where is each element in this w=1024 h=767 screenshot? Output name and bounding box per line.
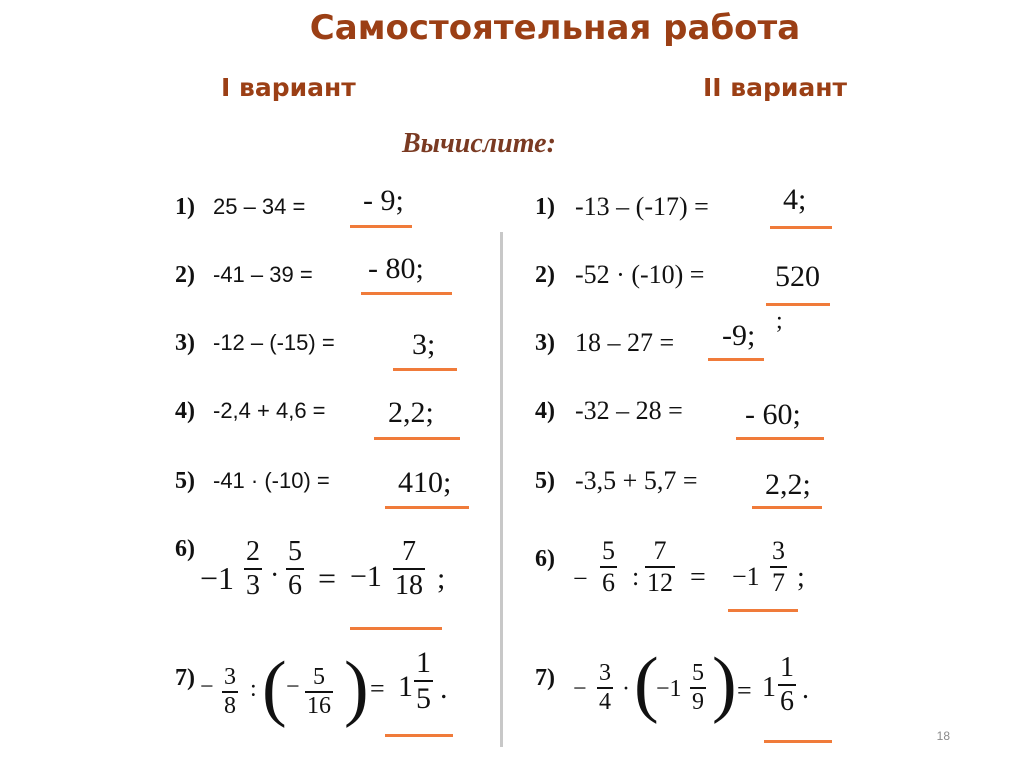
v2-item-6-sign: −: [573, 564, 588, 593]
v1-item-3-expression: -12 – (-15) =: [213, 330, 335, 355]
v1-item-2-number: 2): [175, 262, 195, 288]
v1-item-6-f1-denominator: 3: [246, 570, 260, 601]
v2-item-6-f1-numerator: 5: [600, 536, 617, 568]
v1-item-6-semicolon: ;: [437, 562, 446, 595]
v1-item-7-right-paren: ): [344, 647, 369, 729]
v2-item-3-answer: -9;: [722, 319, 756, 352]
v1-item-6-answer-denominator: 18: [395, 570, 423, 601]
v1-item-7-fraction-2: [305, 664, 333, 720]
v1-item-6-dot: ·: [270, 560, 280, 591]
v1-item-6-answer-fraction: [393, 536, 425, 602]
v1-item-6-mixed-sign: −1: [200, 560, 235, 596]
v2-item-7-fraction-1: [597, 660, 613, 716]
v2-item-6-semicolon: ;: [797, 562, 805, 593]
v1-item-6-underline: [350, 627, 442, 630]
v2-item-1-number: 1): [535, 194, 555, 220]
v1-item-1-underline: [350, 225, 412, 228]
page-number: 18: [936, 729, 950, 743]
v2-item-7-underline: [764, 740, 832, 743]
v2-item-3-expression: 18 – 27 =: [575, 328, 675, 357]
v2-item-2-underline: [766, 303, 830, 306]
v1-item-3-underline: [393, 368, 457, 371]
v2-item-7-number: 7): [535, 665, 555, 691]
v2-item-1-expression: -13 – (-17) =: [575, 192, 709, 221]
v2-item-6-equals: =: [690, 562, 706, 593]
v2-item-2-answer-semicolon: ;: [776, 308, 783, 334]
v1-item-7-answer-whole: 1: [398, 670, 413, 703]
v2-item-7-equals: =: [737, 676, 752, 705]
v1-item-5-expression: -41 · (-10) =: [213, 468, 330, 493]
v1-item-7-f1-denominator: 8: [224, 693, 236, 719]
v2-item-7-answer-numerator: 1: [778, 652, 796, 686]
v1-item-1-number: 1): [175, 194, 195, 220]
v2-item-1-answer: 4;: [783, 183, 807, 216]
v2-item-7-fraction-2: [690, 660, 706, 716]
column-divider: [500, 232, 503, 747]
v1-item-6-fraction-1: [244, 536, 262, 602]
v1-item-7-underline: [385, 734, 453, 737]
v2-item-7-f2-numerator: 5: [690, 660, 706, 689]
v1-item-2-answer: - 80;: [368, 252, 424, 285]
v2-item-6-answer-fraction: [770, 536, 787, 598]
v1-item-6-f2-numerator: 5: [286, 536, 304, 570]
v2-item-7-dot: ·: [622, 676, 630, 702]
v2-item-3-underline: [708, 358, 764, 361]
v2-item-1-underline: [770, 226, 832, 229]
v2-item-7-answer-whole: 1: [762, 672, 776, 703]
v1-item-7-period: .: [440, 672, 448, 705]
v1-item-6-fraction-2: [286, 536, 304, 602]
v1-item-2-expression: -41 – 39 =: [213, 262, 313, 287]
v1-item-1-answer: - 9;: [363, 184, 404, 217]
v1-item-7-answer-numerator: 1: [414, 646, 433, 682]
v1-item-3-answer: 3;: [412, 328, 436, 361]
v2-item-7-f1-denominator: 4: [599, 689, 611, 715]
v1-item-7-colon: :: [250, 676, 257, 702]
variant-2-heading: II вариант: [703, 73, 848, 102]
v2-item-2-expression: -52 · (-10) =: [575, 260, 705, 289]
v1-item-4-expression: -2,4 + 4,6 =: [213, 398, 326, 423]
v1-item-6-number: 6): [175, 536, 195, 562]
v2-item-4-answer: - 60;: [745, 398, 801, 431]
v2-item-7-sign: −: [573, 676, 587, 702]
v2-item-7-f1-numerator: 3: [597, 660, 613, 689]
v2-item-4-number: 4): [535, 398, 555, 424]
v1-item-6-equals: =: [318, 560, 337, 596]
v2-item-6-f2-denominator: 12: [647, 568, 673, 597]
v2-item-6-answer-sign: −1: [732, 562, 760, 591]
v2-item-7-period: .: [802, 674, 809, 705]
v1-item-7-inner-sign: −: [286, 674, 300, 700]
v1-item-6-answer-sign: −1: [350, 560, 382, 593]
v2-item-7-left-paren: (: [634, 643, 659, 725]
v1-item-5-number: 5): [175, 468, 195, 494]
v2-item-6-number: 6): [535, 546, 555, 572]
v1-item-4-number: 4): [175, 398, 195, 424]
v1-item-7-f1-numerator: 3: [222, 664, 238, 693]
v1-item-4-answer: 2,2;: [388, 396, 434, 429]
v2-item-6-answer-numerator: 3: [770, 536, 787, 568]
v2-item-5-answer: 2,2;: [765, 468, 811, 501]
v1-item-4-underline: [374, 437, 460, 440]
v2-item-4-underline: [736, 437, 824, 440]
v1-item-5-answer: 410;: [398, 466, 452, 499]
v1-item-3-number: 3): [175, 330, 195, 356]
v2-item-3-number: 3): [535, 330, 555, 356]
v1-item-7-fraction-1: [222, 664, 238, 720]
v2-item-6-answer-denominator: 7: [772, 568, 785, 597]
page-title: Самостоятельная работа: [309, 8, 801, 48]
v2-item-6-colon: :: [632, 562, 640, 591]
v2-item-5-number: 5): [535, 468, 555, 494]
v1-item-7-number: 7): [175, 665, 195, 691]
v1-item-5-underline: [385, 506, 469, 509]
v2-item-6-f2-numerator: 7: [645, 536, 675, 568]
instruction-text: Вычислите:: [402, 128, 556, 159]
v1-item-1-expression: 25 – 34 =: [213, 194, 306, 219]
v2-item-2-number: 2): [535, 262, 555, 288]
v1-item-7-f2-denominator: 16: [307, 693, 331, 719]
v2-item-7-right-paren: ): [712, 643, 737, 725]
v1-item-2-underline: [361, 292, 452, 295]
v2-item-2-answer: 520: [775, 260, 820, 293]
v2-item-7-answer-fraction: [778, 652, 796, 718]
v1-item-7-equals: =: [370, 674, 385, 703]
v2-item-7-answer-denominator: 6: [780, 686, 794, 717]
v2-item-5-expression: -3,5 + 5,7 =: [575, 466, 698, 495]
variant-1-heading: I вариант: [221, 73, 356, 102]
v1-item-7-f2-numerator: 5: [305, 664, 333, 693]
v1-item-6-answer-numerator: 7: [393, 536, 425, 570]
v2-item-5-underline: [752, 506, 822, 509]
v2-item-4-expression: -32 – 28 =: [575, 396, 683, 425]
v1-item-6-f1-numerator: 2: [244, 536, 262, 570]
v1-item-6-f2-denominator: 6: [288, 570, 302, 601]
v2-item-6-f1-denominator: 6: [602, 568, 615, 597]
v1-item-7-left-paren: (: [262, 647, 287, 729]
v1-item-7-answer-denominator: 5: [416, 682, 431, 715]
v2-item-6-underline: [728, 609, 798, 612]
v1-item-7-answer-fraction: [414, 646, 433, 716]
v2-item-7-f2-denominator: 9: [692, 689, 704, 715]
v2-item-6-fraction-2: [645, 536, 675, 598]
v2-item-7-inner-sign: −1: [656, 676, 682, 702]
v2-item-6-fraction-1: [600, 536, 617, 598]
v1-item-7-sign: −: [200, 674, 214, 700]
